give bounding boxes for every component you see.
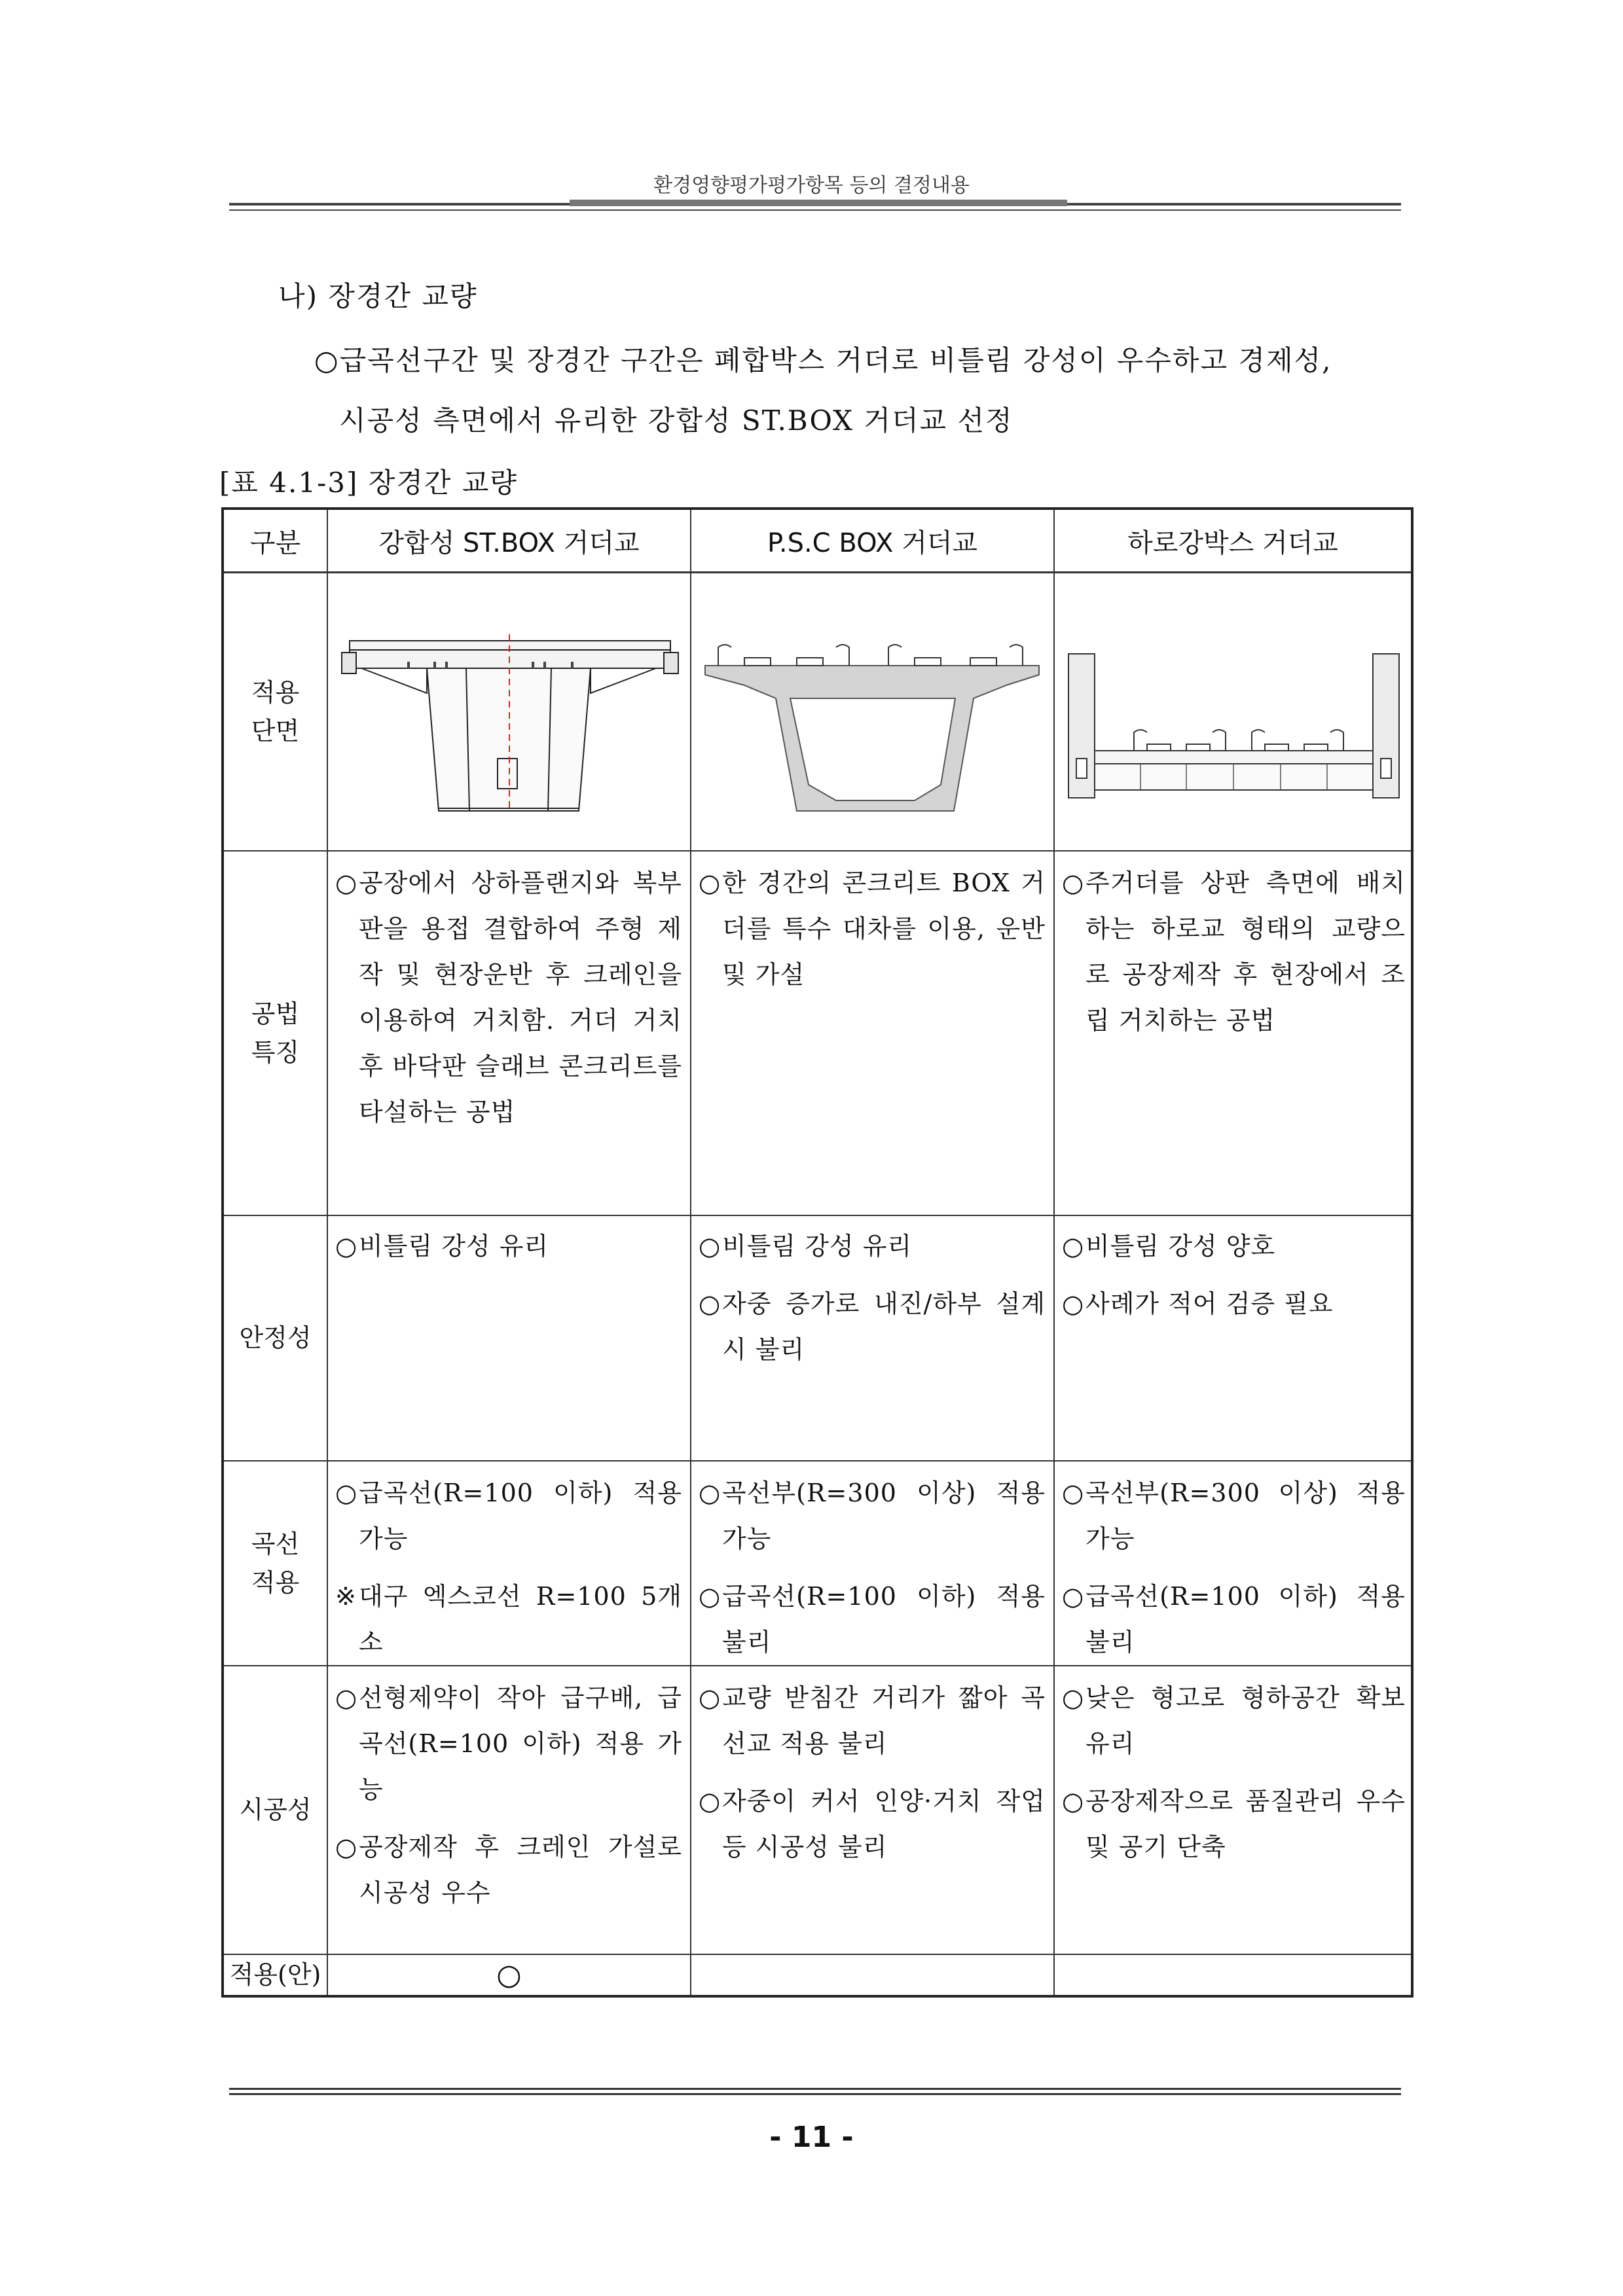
- page-number: - 11 -: [769, 2121, 854, 2154]
- list-item: ○ 곡선부(R=300 이상) 적용 가능: [699, 1470, 1046, 1562]
- construct-through-box-cell: [1062, 1675, 1406, 1870]
- grid-line: [224, 571, 1411, 573]
- row-label-safety: 안정성: [239, 1323, 312, 1353]
- safety-psc-box-cell: [699, 1223, 1046, 1372]
- row-label-method: 공법 특징: [251, 999, 300, 1067]
- curve-psc-box-cell: [699, 1470, 1046, 1665]
- note-item: ※ 대구 엑스코선 R=100 5개소: [335, 1573, 682, 1665]
- bullet-mark: ○: [699, 1683, 721, 1712]
- bullet-mark: ○: [699, 1582, 721, 1611]
- row-label-applied: 적용(안): [229, 1960, 321, 1990]
- curve-through-box-cell: [1062, 1470, 1406, 1665]
- list-item: ○ 급곡선(R=100 이하) 적용 불리: [1062, 1573, 1406, 1665]
- header-cell-category: 구분: [249, 528, 301, 558]
- bullet-mark: ○: [699, 1787, 721, 1816]
- applied-psc-box-cell: [691, 1955, 1053, 1995]
- bullet-mark: ○: [699, 869, 721, 897]
- grid-line: [1053, 510, 1055, 1995]
- header-cell-through-box: 하로강박스 거더교: [1127, 528, 1338, 558]
- note-mark: ※: [335, 1582, 357, 1611]
- grid-line: [690, 510, 691, 1995]
- list-item: ○ 공장제작 후 크레인 가설로 시공성 우수: [335, 1824, 682, 1916]
- list-item: ○ 비틀림 강성 양호: [1062, 1223, 1406, 1269]
- bullet-paragraph-line-2: 시공성 측면에서 유리한 강합성 ST.BOX 거더교 선정: [339, 404, 1013, 437]
- applied-st-box-mark: ○: [496, 1958, 522, 1992]
- safety-st-box-cell: [335, 1223, 682, 1269]
- bullet-paragraph-line-1: [314, 339, 1332, 378]
- list-item: ○ 급곡선(R=100 이하) 적용 가능: [335, 1470, 682, 1562]
- grid-line: [224, 850, 1411, 852]
- list-item: ○ 교량 받침간 거리가 짧아 곡선교 적용 불리: [699, 1675, 1046, 1767]
- bullet-mark: ○: [1062, 1683, 1085, 1712]
- section-heading: 나) 장경간 교량: [278, 280, 478, 312]
- list-item: ○ 비틀림 강성 유리: [699, 1223, 1046, 1269]
- curve-st-box-cell: [335, 1470, 682, 1665]
- bullet-mark: ○: [1062, 1289, 1085, 1318]
- safety-through-box-cell: [1062, 1223, 1406, 1327]
- list-item: ○ 주거더를 상판 측면에 배치하는 하로교 형태의 교량으로 공장제작 후 현장에서 조립 거치하는 공법: [1062, 860, 1406, 1043]
- footer-rule: [229, 2088, 1401, 2090]
- bullet-mark: ○: [699, 1232, 721, 1261]
- header-rule-accent: [570, 200, 1067, 206]
- bullet-mark: ○: [1062, 869, 1085, 897]
- st-box-section-drawing: [335, 621, 682, 817]
- list-item: ○ 한 경간의 콘크리트 BOX 거더를 특수 대차를 이용, 운반 및 가설: [699, 860, 1046, 997]
- footer-rule: [229, 2093, 1401, 2095]
- running-header: 환경영향평가평가항목 등의 결정내용: [653, 174, 970, 197]
- bullet-mark: ○: [1062, 1582, 1085, 1611]
- bullet-mark: ○: [314, 344, 340, 376]
- bullet-mark: ○: [335, 869, 358, 897]
- row-label-section: 적용 단면: [251, 677, 300, 745]
- applied-through-box-cell: [1055, 1955, 1411, 1995]
- grid-line: [224, 1665, 1411, 1666]
- bullet-text: 급곡선구간 및 장경간 구간은 폐합박스 거더로 비틀림 강성이 우수하고 경제성,: [339, 344, 1332, 376]
- method-st-box-cell: [335, 860, 682, 1135]
- grid-line: [224, 1215, 1411, 1216]
- list-item: ○ 곡선부(R=300 이상) 적용 가능: [1062, 1470, 1406, 1562]
- header-rule: [229, 209, 1401, 211]
- list-item: ○ 낮은 형고로 형하공간 확보 유리: [1062, 1675, 1406, 1767]
- header-cell-psc-box: P.S.C BOX 거더교: [767, 528, 978, 558]
- list-item: ○ 공장제작으로 품질관리 우수 및 공기 단축: [1062, 1778, 1406, 1870]
- bullet-mark: ○: [1062, 1232, 1085, 1261]
- construct-psc-box-cell: [699, 1675, 1046, 1870]
- grid-line: [327, 510, 328, 1995]
- psc-box-section-drawing: [699, 615, 1046, 824]
- list-item: ○ 사례가 적어 검증 필요: [1062, 1281, 1406, 1327]
- bullet-mark: ○: [699, 1479, 721, 1507]
- grid-line: [224, 1460, 1411, 1462]
- bullet-mark: ○: [335, 1683, 358, 1712]
- list-item: ○ 급곡선(R=100 이하) 적용 불리: [699, 1573, 1046, 1665]
- list-item: ○ 자중이 커서 인양·거치 작업 등 시공성 불리: [699, 1778, 1046, 1870]
- row-label-construct: 시공성: [239, 1795, 312, 1825]
- bullet-mark: ○: [335, 1833, 358, 1861]
- comparison-table: [221, 507, 1413, 1998]
- list-item: ○ 공장에서 상하플랜지와 복부판을 용접 결합하여 주형 제작 및 현장운반 후 크레인을 이용하여 거치함. 거더 거치후 바닥판 슬래브 콘크리트를 타설하는 공법: [335, 860, 682, 1135]
- list-item: ○ 비틀림 강성 유리: [335, 1223, 682, 1269]
- list-item: ○ 선형제약이 작아 급구배, 급곡선(R=100 이하) 적용 가능: [335, 1675, 682, 1812]
- through-box-section-drawing: [1062, 641, 1406, 811]
- bullet-mark: ○: [335, 1479, 358, 1507]
- method-psc-box-cell: [699, 860, 1046, 997]
- bullet-mark: ○: [1062, 1479, 1085, 1507]
- construct-st-box-cell: [335, 1675, 682, 1916]
- bullet-mark: ○: [699, 1289, 721, 1318]
- bullet-mark: ○: [1062, 1787, 1085, 1816]
- method-through-box-cell: [1062, 860, 1406, 1043]
- table-caption: [표 4.1-3] 장경간 교량: [219, 467, 518, 499]
- header-cell-st-box: 강합성 ST.BOX 거더교: [378, 528, 640, 558]
- row-label-curve: 곡선 적용: [251, 1529, 300, 1597]
- bullet-mark: ○: [335, 1232, 358, 1261]
- list-item: ○ 자중 증가로 내진/하부 설계시 불리: [699, 1281, 1046, 1372]
